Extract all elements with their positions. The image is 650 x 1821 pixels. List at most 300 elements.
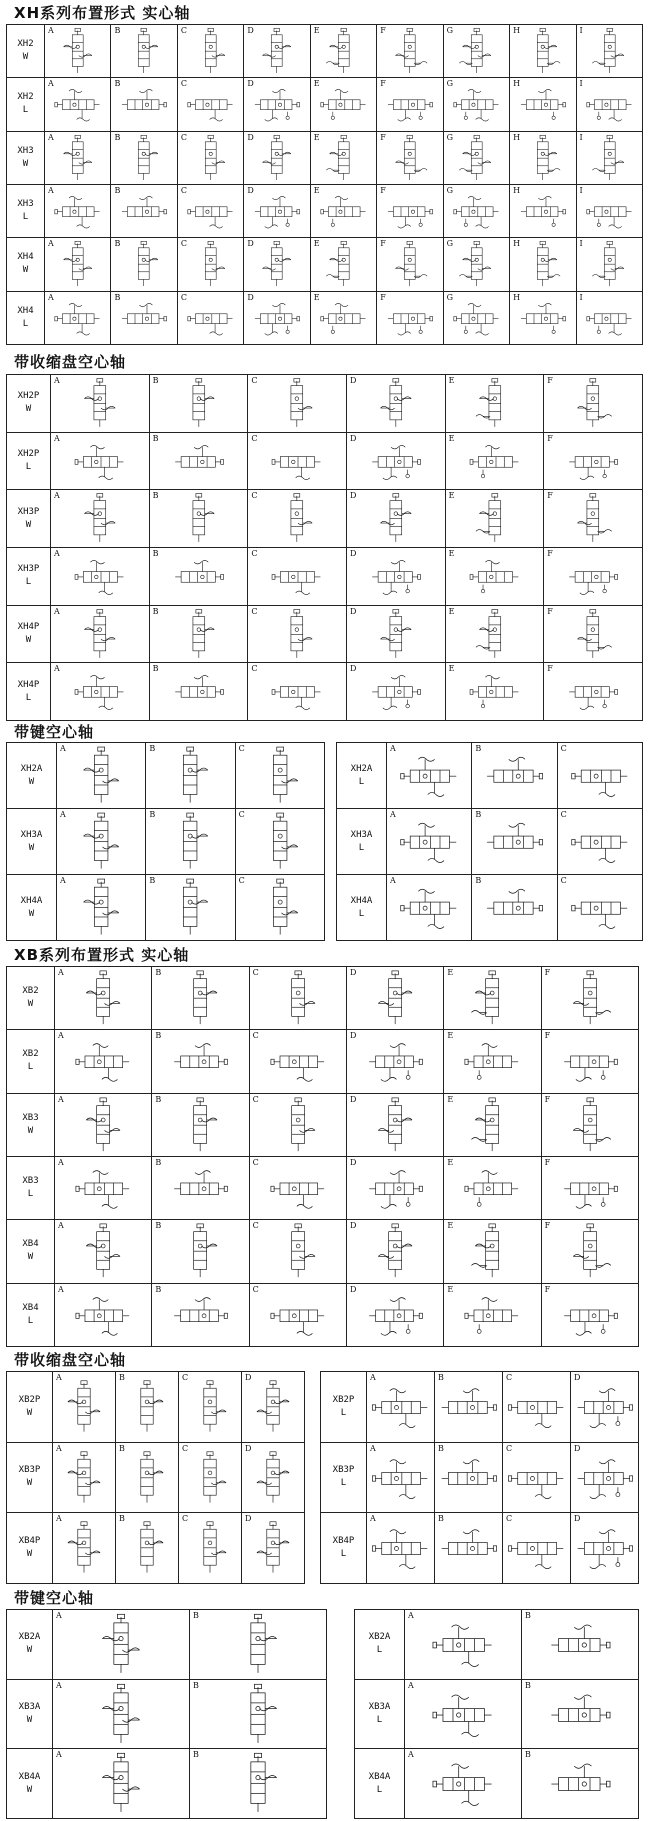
arrangement-cell xyxy=(541,1220,638,1283)
position-letter: C xyxy=(180,79,187,89)
model-code: XH3P xyxy=(17,564,40,575)
mounting-diagram-icon xyxy=(51,490,149,547)
arrangement-cell xyxy=(522,1610,639,1680)
mounting-diagram-icon xyxy=(311,78,376,130)
model-code: XB4A xyxy=(368,1771,391,1782)
arrangement-cell xyxy=(387,743,472,809)
mounting-diagram-icon xyxy=(367,1513,434,1583)
arrangement-cell xyxy=(377,238,443,291)
mounting-diagram-icon xyxy=(53,1610,189,1679)
arrangement-cell xyxy=(149,663,248,721)
model-code: XH4 xyxy=(17,252,34,263)
arrangement-cell xyxy=(111,184,177,237)
mounting-diagram-icon xyxy=(111,78,176,130)
arrangement-table xyxy=(320,1371,639,1584)
mounting-diagram-icon xyxy=(53,1749,189,1818)
arrangement-cell xyxy=(377,291,443,344)
mounting-diagram-icon xyxy=(311,185,376,237)
mounting-diagram-icon xyxy=(178,78,243,130)
mounting-code: L xyxy=(376,1714,383,1725)
arrangement-cell xyxy=(510,131,576,184)
arrangement-cell xyxy=(248,605,347,663)
mounting-code: W xyxy=(25,519,32,530)
mounting-diagram-icon xyxy=(250,967,346,1029)
arrangement-cell xyxy=(544,432,643,490)
mounting-diagram-icon xyxy=(53,1443,115,1513)
mounting-diagram-icon xyxy=(53,1372,115,1442)
position-letter: E xyxy=(313,132,320,142)
arrangement-cell xyxy=(377,25,443,78)
mounting-diagram-icon xyxy=(347,375,445,432)
row-label xyxy=(7,78,45,131)
position-letter: D xyxy=(349,376,357,385)
position-letter: F xyxy=(380,26,386,35)
mounting-code: W xyxy=(25,634,32,645)
position-letter: A xyxy=(60,810,66,819)
position-letter: F xyxy=(547,606,553,616)
row-label xyxy=(7,25,45,78)
arrangement-cell xyxy=(45,25,111,78)
position-letter: G xyxy=(446,239,454,249)
arrangement-row xyxy=(321,1513,639,1584)
mounting-diagram-icon xyxy=(242,1443,304,1513)
arrangement-cell xyxy=(444,1156,541,1219)
position-letter: F xyxy=(547,376,553,385)
arrangement-cell xyxy=(571,1513,639,1584)
arrangement-cell xyxy=(576,184,642,237)
position-letter: B xyxy=(114,26,121,35)
arrangement-table xyxy=(6,1371,305,1584)
model-code: XH3 xyxy=(17,199,34,210)
position-letter: B xyxy=(152,376,159,385)
mounting-diagram-icon xyxy=(244,25,309,77)
arrangement-cell xyxy=(45,184,111,237)
mounting-diagram-icon xyxy=(444,132,509,184)
row-label xyxy=(7,1372,53,1443)
mounting-diagram-icon xyxy=(444,78,509,130)
mounting-diagram-icon xyxy=(367,1372,434,1442)
arrangement-cell xyxy=(242,1513,305,1584)
position-letter: D xyxy=(247,79,254,89)
mounting-diagram-icon xyxy=(45,238,110,290)
mounting-diagram-icon xyxy=(116,1372,178,1442)
model-code: XH2 xyxy=(17,39,34,50)
model-code: XH4 xyxy=(17,305,34,316)
position-letter: A xyxy=(390,744,396,753)
row-label xyxy=(7,490,51,548)
position-letter: C xyxy=(251,491,258,501)
position-letter: A xyxy=(58,968,64,977)
arrangement-table xyxy=(6,966,639,1347)
position-letter: A xyxy=(48,26,54,35)
arrangement-cell xyxy=(544,490,643,548)
mounting-diagram-icon xyxy=(444,292,509,344)
position-letter: B xyxy=(475,876,482,885)
arrangement-cell xyxy=(244,131,310,184)
section-title: 带收缩盘空心轴 xyxy=(14,353,127,371)
position-letter: E xyxy=(447,1031,454,1041)
arrangement-cell xyxy=(190,1610,327,1680)
mounting-diagram-icon xyxy=(558,875,642,940)
arrangement-cell xyxy=(346,1283,443,1346)
row-label xyxy=(7,238,45,291)
position-letter: D xyxy=(349,606,357,616)
arrangement-row xyxy=(7,1283,639,1346)
arrangement-cell xyxy=(244,184,310,237)
position-letter: A xyxy=(390,876,396,885)
position-letter: D xyxy=(349,1157,357,1167)
mounting-diagram-icon xyxy=(150,548,248,605)
mounting-code: W xyxy=(28,908,35,919)
mounting-diagram-icon xyxy=(248,490,346,547)
mounting-diagram-icon xyxy=(178,25,243,77)
mounting-diagram-icon xyxy=(377,132,442,184)
position-letter: A xyxy=(56,1680,62,1690)
arrangement-row xyxy=(7,1156,639,1219)
mounting-diagram-icon xyxy=(236,809,324,874)
position-letter: F xyxy=(547,491,553,501)
position-letter: C xyxy=(238,810,245,819)
arrangement-cell xyxy=(544,663,643,721)
mounting-diagram-icon xyxy=(250,1094,346,1156)
arrangement-cell xyxy=(541,967,638,1030)
mounting-diagram-icon xyxy=(311,25,376,77)
arrangement-cell xyxy=(57,809,146,875)
row-label xyxy=(7,131,45,184)
mounting-diagram-icon xyxy=(444,1094,540,1156)
arrangement-cell xyxy=(152,1156,249,1219)
mounting-diagram-icon xyxy=(446,433,544,490)
mounting-diagram-icon xyxy=(542,1157,638,1219)
position-letter: B xyxy=(114,292,121,302)
arrangement-cell xyxy=(249,1030,346,1093)
position-letter: D xyxy=(245,1443,252,1453)
arrangement-cell xyxy=(45,78,111,131)
arrangement-cell xyxy=(576,25,642,78)
position-letter: E xyxy=(447,1284,454,1294)
arrangement-cell xyxy=(111,131,177,184)
mounting-diagram-icon xyxy=(558,743,642,808)
mounting-code: L xyxy=(358,908,365,919)
position-letter: E xyxy=(313,239,320,249)
position-letter: F xyxy=(380,292,386,302)
position-letter: E xyxy=(313,26,320,35)
model-code: XB4 xyxy=(22,1239,39,1250)
position-letter: E xyxy=(447,1157,454,1167)
arrangement-cell xyxy=(346,1220,443,1283)
mounting-diagram-icon xyxy=(250,1220,346,1282)
position-letter: F xyxy=(380,239,386,249)
mounting-code: L xyxy=(22,318,29,329)
position-letter: C xyxy=(180,292,187,302)
position-letter: B xyxy=(152,606,159,616)
section-title: 带键空心轴 xyxy=(14,1589,95,1607)
model-code: XH2A xyxy=(20,763,43,774)
position-letter: D xyxy=(349,968,357,977)
arrangement-cell xyxy=(377,131,443,184)
arrangement-cell xyxy=(510,25,576,78)
position-letter: C xyxy=(182,1443,189,1453)
mounting-diagram-icon xyxy=(248,663,346,720)
arrangement-row xyxy=(7,547,643,605)
mounting-diagram-icon xyxy=(577,132,642,184)
mounting-diagram-icon xyxy=(178,185,243,237)
arrangement-cell xyxy=(310,78,376,131)
position-letter: F xyxy=(380,79,386,89)
position-letter: C xyxy=(506,1514,513,1524)
position-letter: H xyxy=(513,292,521,302)
mounting-diagram-icon xyxy=(544,433,642,490)
mounting-diagram-icon xyxy=(577,238,642,290)
mounting-diagram-icon xyxy=(248,548,346,605)
position-letter: D xyxy=(247,292,254,302)
position-letter: C xyxy=(180,239,187,249)
model-code: XH3 xyxy=(17,145,34,156)
mounting-diagram-icon xyxy=(444,238,509,290)
position-letter: C xyxy=(182,1373,189,1382)
mounting-diagram-icon xyxy=(152,1094,248,1156)
model-code: XH2P xyxy=(17,391,40,402)
mounting-code: L xyxy=(27,1315,34,1326)
position-letter: D xyxy=(349,548,357,558)
mounting-diagram-icon xyxy=(444,1030,540,1092)
mounting-diagram-icon xyxy=(544,490,642,547)
mounting-diagram-icon xyxy=(544,548,642,605)
arrangement-cell xyxy=(310,238,376,291)
mounting-diagram-icon xyxy=(150,375,248,432)
arrangement-cell xyxy=(55,967,152,1030)
arrangement-cell xyxy=(541,1156,638,1219)
position-letter: C xyxy=(252,1157,259,1167)
mounting-diagram-icon xyxy=(405,1680,521,1749)
position-letter: A xyxy=(58,1094,64,1104)
arrangement-row xyxy=(7,743,325,809)
mounting-diagram-icon xyxy=(347,433,445,490)
mounting-diagram-icon xyxy=(57,875,145,940)
mounting-diagram-icon xyxy=(244,185,309,237)
arrangement-cell xyxy=(445,432,544,490)
position-letter: A xyxy=(56,1611,62,1620)
mounting-diagram-icon xyxy=(111,185,176,237)
position-letter: C xyxy=(180,132,187,142)
mounting-diagram-icon xyxy=(55,967,151,1029)
position-letter: B xyxy=(525,1750,531,1760)
arrangement-cell xyxy=(503,1513,571,1584)
arrangement-cell xyxy=(190,1749,327,1819)
arrangement-cell xyxy=(576,291,642,344)
position-letter: C xyxy=(252,1284,259,1294)
arrangement-row xyxy=(7,238,643,291)
position-letter: C xyxy=(560,810,567,819)
arrangement-cell xyxy=(310,184,376,237)
mounting-diagram-icon xyxy=(377,25,442,77)
arrangement-cell xyxy=(387,875,472,941)
mounting-diagram-icon xyxy=(367,1443,434,1513)
model-code: XH4A xyxy=(350,895,373,906)
model-code: XB2P xyxy=(332,1394,355,1405)
mounting-diagram-icon xyxy=(111,25,176,77)
mounting-diagram-icon xyxy=(150,663,248,720)
position-letter: D xyxy=(349,664,357,674)
position-letter: I xyxy=(579,185,583,195)
model-code: XB2A xyxy=(18,1632,41,1643)
mounting-diagram-icon xyxy=(347,663,445,720)
arrangement-cell xyxy=(111,291,177,344)
position-letter: C xyxy=(182,1514,189,1524)
arrangement-cell xyxy=(152,967,249,1030)
row-label xyxy=(321,1442,367,1513)
position-letter: G xyxy=(446,185,454,195)
arrangement-cell xyxy=(346,605,445,663)
mounting-code: L xyxy=(340,1478,347,1489)
arrangement-cell xyxy=(51,490,150,548)
arrangement-cell xyxy=(544,547,643,605)
position-letter: A xyxy=(54,433,60,443)
mounting-code: W xyxy=(22,52,29,63)
arrangement-row xyxy=(7,291,643,344)
arrangement-cell xyxy=(443,25,509,78)
arrangement-cell xyxy=(367,1513,435,1584)
mounting-code: W xyxy=(26,1407,33,1418)
position-letter: D xyxy=(574,1443,581,1453)
arrangement-cell xyxy=(249,1283,346,1346)
arrangement-row xyxy=(355,1749,639,1819)
arrangement-cell xyxy=(346,1030,443,1093)
mounting-diagram-icon xyxy=(244,238,309,290)
mounting-diagram-icon xyxy=(152,1284,248,1346)
arrangement-cell xyxy=(244,291,310,344)
position-letter: B xyxy=(193,1611,199,1620)
position-letter: B xyxy=(438,1514,444,1524)
arrangement-cell xyxy=(544,605,643,663)
arrangement-cell xyxy=(149,605,248,663)
arrangement-cell xyxy=(443,291,509,344)
arrangement-cell xyxy=(248,663,347,721)
mounting-diagram-icon xyxy=(510,25,575,77)
arrangement-cell xyxy=(146,743,235,809)
arrangement-table xyxy=(6,1609,327,1819)
mounting-diagram-icon xyxy=(55,1284,151,1346)
arrangement-row xyxy=(337,875,643,941)
mounting-diagram-icon xyxy=(250,1030,346,1092)
arrangement-cell xyxy=(57,743,146,809)
arrangement-row xyxy=(321,1442,639,1513)
arrangement-cell xyxy=(346,967,443,1030)
arrangement-cell xyxy=(152,1030,249,1093)
row-label xyxy=(355,1749,405,1819)
arrangement-cell xyxy=(55,1030,152,1093)
arrangement-cell xyxy=(445,547,544,605)
position-letter: B xyxy=(152,433,159,443)
arrangement-cell xyxy=(444,1030,541,1093)
arrangement-cell xyxy=(443,131,509,184)
mounting-diagram-icon xyxy=(571,1372,638,1442)
arrangement-row xyxy=(7,967,639,1030)
mounting-diagram-icon xyxy=(111,132,176,184)
arrangement-row xyxy=(321,1372,639,1443)
arrangement-cell xyxy=(152,1283,249,1346)
mounting-diagram-icon xyxy=(150,433,248,490)
model-code: XB3P xyxy=(332,1465,355,1476)
mounting-diagram-icon xyxy=(444,1220,540,1282)
position-letter: D xyxy=(574,1514,581,1524)
mounting-diagram-icon xyxy=(53,1680,189,1749)
position-letter: F xyxy=(544,1284,551,1294)
model-code: XB4P xyxy=(18,1536,41,1547)
arrangement-cell xyxy=(522,1679,639,1749)
position-letter: F xyxy=(544,1221,551,1231)
arrangement-cell xyxy=(443,184,509,237)
mounting-diagram-icon xyxy=(542,1094,638,1156)
mounting-diagram-icon xyxy=(311,132,376,184)
position-letter: B xyxy=(119,1514,125,1524)
model-code: XH3A xyxy=(350,829,373,840)
mounting-diagram-icon xyxy=(244,132,309,184)
arrangement-cell xyxy=(571,1372,639,1443)
arrangement-cell xyxy=(177,78,243,131)
position-letter: C xyxy=(560,744,567,753)
arrangement-cell xyxy=(53,1442,116,1513)
arrangement-cell xyxy=(116,1513,179,1584)
mounting-diagram-icon xyxy=(179,1443,241,1513)
mounting-diagram-icon xyxy=(444,1157,540,1219)
position-letter: A xyxy=(390,810,396,819)
arrangement-cell xyxy=(249,1156,346,1219)
model-code: XH4P xyxy=(17,621,40,632)
mounting-code: L xyxy=(376,1784,383,1795)
arrangement-cell xyxy=(152,1093,249,1156)
mounting-diagram-icon xyxy=(248,606,346,663)
mounting-code: W xyxy=(28,842,35,853)
mounting-code: W xyxy=(22,265,29,276)
mounting-diagram-icon xyxy=(179,1372,241,1442)
mounting-diagram-icon xyxy=(347,1284,443,1346)
position-letter: D xyxy=(349,1031,357,1041)
mounting-diagram-icon xyxy=(250,1157,346,1219)
mounting-diagram-icon xyxy=(405,1749,521,1818)
mounting-diagram-icon xyxy=(446,548,544,605)
position-letter: F xyxy=(547,664,553,674)
arrangement-cell xyxy=(248,490,347,548)
arrangement-cell xyxy=(244,78,310,131)
arrangement-cell xyxy=(443,238,509,291)
mounting-diagram-icon xyxy=(311,238,376,290)
arrangement-cell xyxy=(445,375,544,433)
row-label xyxy=(7,375,51,433)
position-letter: A xyxy=(56,1373,62,1382)
position-letter: A xyxy=(58,1031,64,1041)
mounting-diagram-icon xyxy=(45,78,110,130)
mounting-diagram-icon xyxy=(116,1443,178,1513)
mounting-diagram-icon xyxy=(542,1030,638,1092)
arrangement-cell xyxy=(387,809,472,875)
arrangement-cell xyxy=(45,238,111,291)
position-letter: A xyxy=(60,744,66,753)
model-code: XH3A xyxy=(20,829,43,840)
mounting-code: L xyxy=(27,1062,34,1073)
row-label xyxy=(7,291,45,344)
position-letter: A xyxy=(54,606,60,616)
position-letter: A xyxy=(56,1514,62,1524)
model-code: XB4P xyxy=(332,1536,355,1547)
mounting-diagram-icon xyxy=(242,1513,304,1583)
arrangement-cell xyxy=(405,1749,522,1819)
mounting-code: W xyxy=(26,1645,33,1656)
arrangement-cell xyxy=(177,131,243,184)
arrangement-cell xyxy=(235,743,324,809)
mounting-diagram-icon xyxy=(150,606,248,663)
position-letter: B xyxy=(152,548,159,558)
